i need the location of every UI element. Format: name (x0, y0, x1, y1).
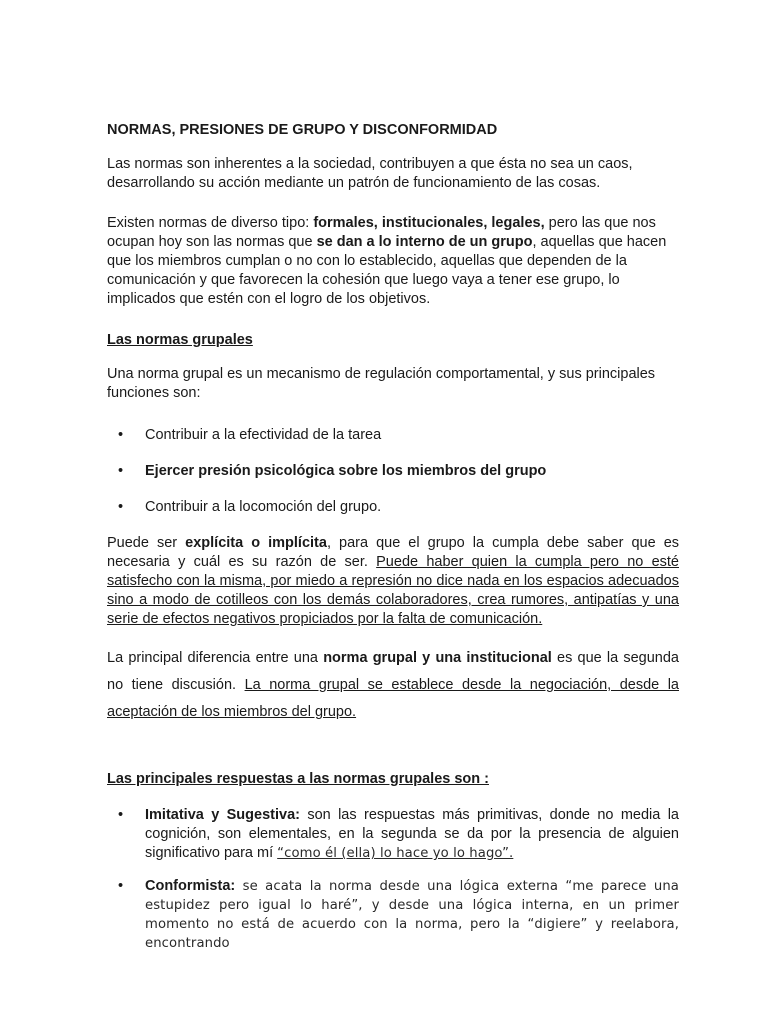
heading-respuestas: Las principales respuestas a las normas grupales son : (107, 771, 489, 787)
response-term: Imitativa y Sugestiva: (145, 807, 300, 823)
response-term: Conformista: (145, 878, 236, 894)
paragraph-types (107, 214, 679, 309)
paragraph-intro (107, 155, 679, 193)
types-bold-b: se dan a lo interno de un grupo (316, 234, 533, 250)
explicit-underlined: Puede haber quien la cumpla pero no esté satisfecho con la misma, por miedo a represión no dice nada en los espacios adecuados sino a modo de cotilleos con los demás colaboradores, crea rumores, antipatías y una serie de efectos negativos propiciados por la falta de comunicación. (107, 554, 679, 627)
list-item-text (145, 877, 679, 953)
bullet-icon: • (118, 427, 124, 443)
types-text-c: , aquellas que hacen que los miembros cumplan o no con lo establecido, aquellas que dependen de la comunicación y que favorecen la cohesión que luego vaya a tener ese grupo, lo implicados que estén con el logro de los objetivos. (107, 234, 667, 307)
explicit-bold: explícita o implícita (185, 535, 327, 551)
paragraph-definition (107, 365, 679, 403)
types-text-a: Existen normas de diverso tipo: (107, 215, 314, 231)
explicit-text-b: , para que el grupo la cumpla debe saber que es necesaria y cuál es su razón de ser. (107, 535, 680, 570)
difference-text-a: La principal diferencia entre una (107, 650, 324, 666)
bullet-icon: • (118, 878, 124, 894)
paragraph-difference (107, 645, 679, 726)
document-title: NORMAS, PRESIONES DE GRUPO Y DISCONFORMIDAD (107, 122, 498, 138)
response-text: son las respuestas más primitivas, donde no media la cognición, son elementales, en la segunda se da por la presencia de alguien significativo para mí (145, 807, 680, 861)
paragraph-intro-text: Las normas son inherentes a la sociedad, contribuyen a que ésta no sea un caos, desarrollando su acción mediante un patrón de funcionamiento de las cosas. (107, 156, 633, 191)
bullet-icon: • (118, 807, 124, 823)
paragraph-explicit (107, 534, 679, 629)
explicit-text-a: Puede ser (107, 535, 186, 551)
response-text: se acata la norma desde una lógica externa “me parece una estupidez pero igual lo haré”, y desde una lógica interna, en un primer momento no está de acuerdo con la norma, pero la “digiere” y reelabora, encontrando (145, 879, 679, 951)
list-item-text: Contribuir a la efectividad de la tarea (145, 427, 382, 443)
difference-underlined: La norma grupal se establece desde la negociación, desde la aceptación de los miembros del grupo. (107, 677, 679, 720)
list-item-text (145, 806, 679, 863)
difference-bold: norma grupal y una institucional (323, 650, 552, 666)
paragraph-definition-text: Una norma grupal es un mecanismo de regulación comportamental, y sus principales funciones son: (107, 366, 656, 401)
bullet-icon: • (118, 463, 124, 479)
bullet-icon: • (118, 499, 124, 515)
types-bold-a: formales, institucionales, legales, (313, 215, 545, 231)
types-text-b: pero las que nos ocupan hoy son las normas que (107, 215, 656, 250)
list-item-text: Contribuir a la locomoción del grupo. (145, 499, 382, 515)
response-quote: “como él (ella) lo hace yo lo hago”. (277, 846, 514, 861)
heading-normas-grupales: Las normas grupales (107, 332, 253, 348)
list-item-text: Ejercer presión psicológica sobre los miembros del grupo (145, 463, 547, 479)
difference-text-b: es que la segunda no tiene discusión. (107, 650, 679, 693)
